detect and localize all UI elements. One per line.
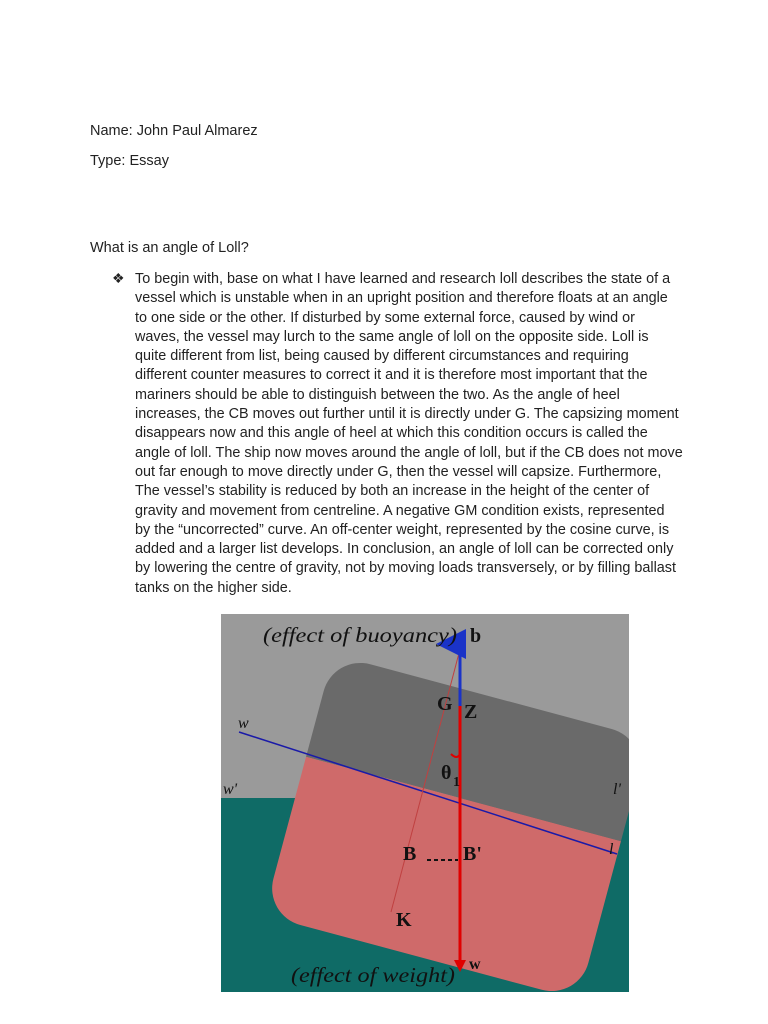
diamond-bullet-icon: ❖ bbox=[112, 270, 125, 286]
label-B: B bbox=[403, 843, 417, 865]
label-theta-subscript: 1 bbox=[453, 775, 460, 790]
label-theta: θ bbox=[441, 762, 452, 784]
label-Z: Z bbox=[464, 701, 478, 723]
angle-of-loll-diagram bbox=[221, 614, 629, 992]
label-l-prime: l' bbox=[613, 781, 621, 798]
label-G: G bbox=[437, 693, 453, 715]
label-w-bottom: w bbox=[469, 956, 481, 973]
author-name: Name: John Paul Almarez bbox=[90, 123, 258, 139]
label-B-prime: B' bbox=[463, 843, 482, 865]
weight-caption: (effect of weight) bbox=[291, 963, 455, 987]
diagram-svg bbox=[221, 614, 629, 992]
buoyancy-caption: (effect of buoyancy) bbox=[263, 623, 458, 647]
label-K: K bbox=[396, 909, 412, 931]
label-w-prime: w' bbox=[223, 781, 238, 798]
label-b: b bbox=[470, 625, 482, 647]
essay-paragraph: To begin with, base on what I have learned and research loll describes the state of a vessel which is unstable when in an upright position and therefore floats at an angle to one side or the other. If disturbed by some external force, caused by wind or waves, the vessel may lurch to the same angle of loll on the opposite side. Loll is quite different from list, being caused by different circumstances and requiring different counter measures to correct it and it is therefore most important that the mariners should be able to distinguish between the two. As the angle of heel increases, the CB moves out further until it is directly under G. The capsizing moment disappears now and this angle of heel at which this condition occurs is called the angle of loll. The ship now moves around the angle of loll, but if the CB does not move out far enough to move directly under G, then the vessel will capsize. Furthermore, The vessel’s stability is reduced by both an increase in the height of the center of gravity and movement from centreline. A negative GM condition exists, represented by the “uncorrected” curve. An off-center weight, represented by the cosine curve, is added and a larger list develops. In conclusion, an angle of loll can be corrected only by lowering the centre of gravity, not by moving loads transversely, or by filling ballast tanks on the higher side. bbox=[135, 271, 683, 596]
label-l: l bbox=[609, 841, 614, 858]
document-type: Type: Essay bbox=[90, 153, 169, 169]
essay-question: What is an angle of Loll? bbox=[90, 240, 249, 256]
label-w-top: w bbox=[238, 715, 249, 732]
